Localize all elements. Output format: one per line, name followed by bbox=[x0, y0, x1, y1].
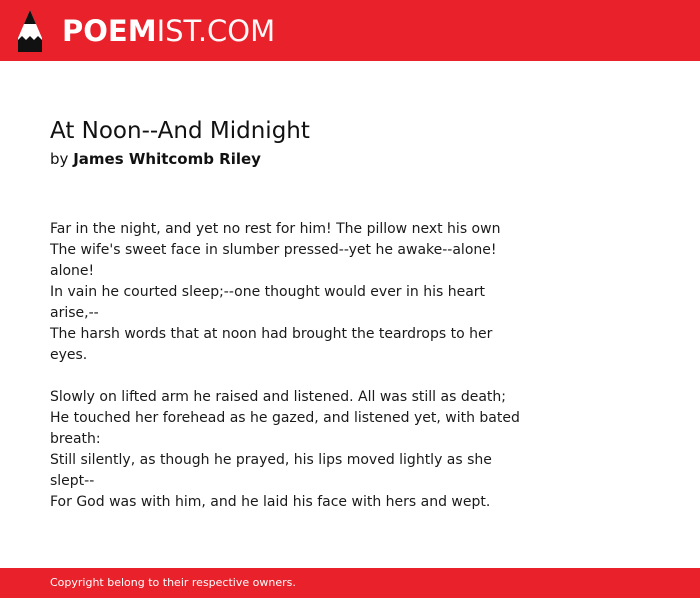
brand-light: IST.COM bbox=[156, 14, 276, 48]
site-logo-text[interactable] bbox=[62, 11, 275, 51]
poem-body bbox=[50, 219, 530, 534]
poem-line: For God was with him, and he laid his face with hers and wept. bbox=[50, 494, 491, 510]
copyright-text: Copyright belong to their respective owners. bbox=[50, 576, 296, 589]
stanza bbox=[50, 387, 530, 513]
author-name[interactable]: James Whitcomb Riley bbox=[73, 150, 261, 168]
site-footer bbox=[0, 568, 700, 598]
poem-line: arise,-- bbox=[50, 305, 99, 321]
byline bbox=[50, 149, 670, 169]
poem-line: alone! bbox=[50, 263, 95, 279]
stanza bbox=[50, 219, 530, 366]
by-prefix: by bbox=[50, 150, 69, 168]
poem-line: slept-- bbox=[50, 473, 95, 489]
poem-title: At Noon--And Midnight bbox=[50, 118, 310, 144]
poem-line: Still silently, as though he prayed, his lips moved lightly as she bbox=[50, 452, 492, 468]
pencil-tip-icon[interactable] bbox=[18, 10, 42, 52]
brand-bold: POEM bbox=[62, 14, 157, 48]
site-header bbox=[0, 0, 700, 61]
poem-line: Slowly on lifted arm he raised and listened. All was still as death; bbox=[50, 389, 506, 405]
poem-line: Far in the night, and yet no rest for him! The pillow next his own bbox=[50, 221, 501, 237]
poem-line: He touched her forehead as he gazed, and listened yet, with bated bbox=[50, 410, 520, 426]
poem-line: The harsh words that at noon had brought the teardrops to her eyes. bbox=[50, 326, 493, 363]
poem-line: The wife's sweet face in slumber pressed--yet he awake--alone! bbox=[50, 242, 497, 258]
poem-line: breath: bbox=[50, 431, 101, 447]
poem-line: In vain he courted sleep;--one thought would ever in his heart bbox=[50, 284, 486, 300]
poem-heading bbox=[50, 116, 670, 169]
